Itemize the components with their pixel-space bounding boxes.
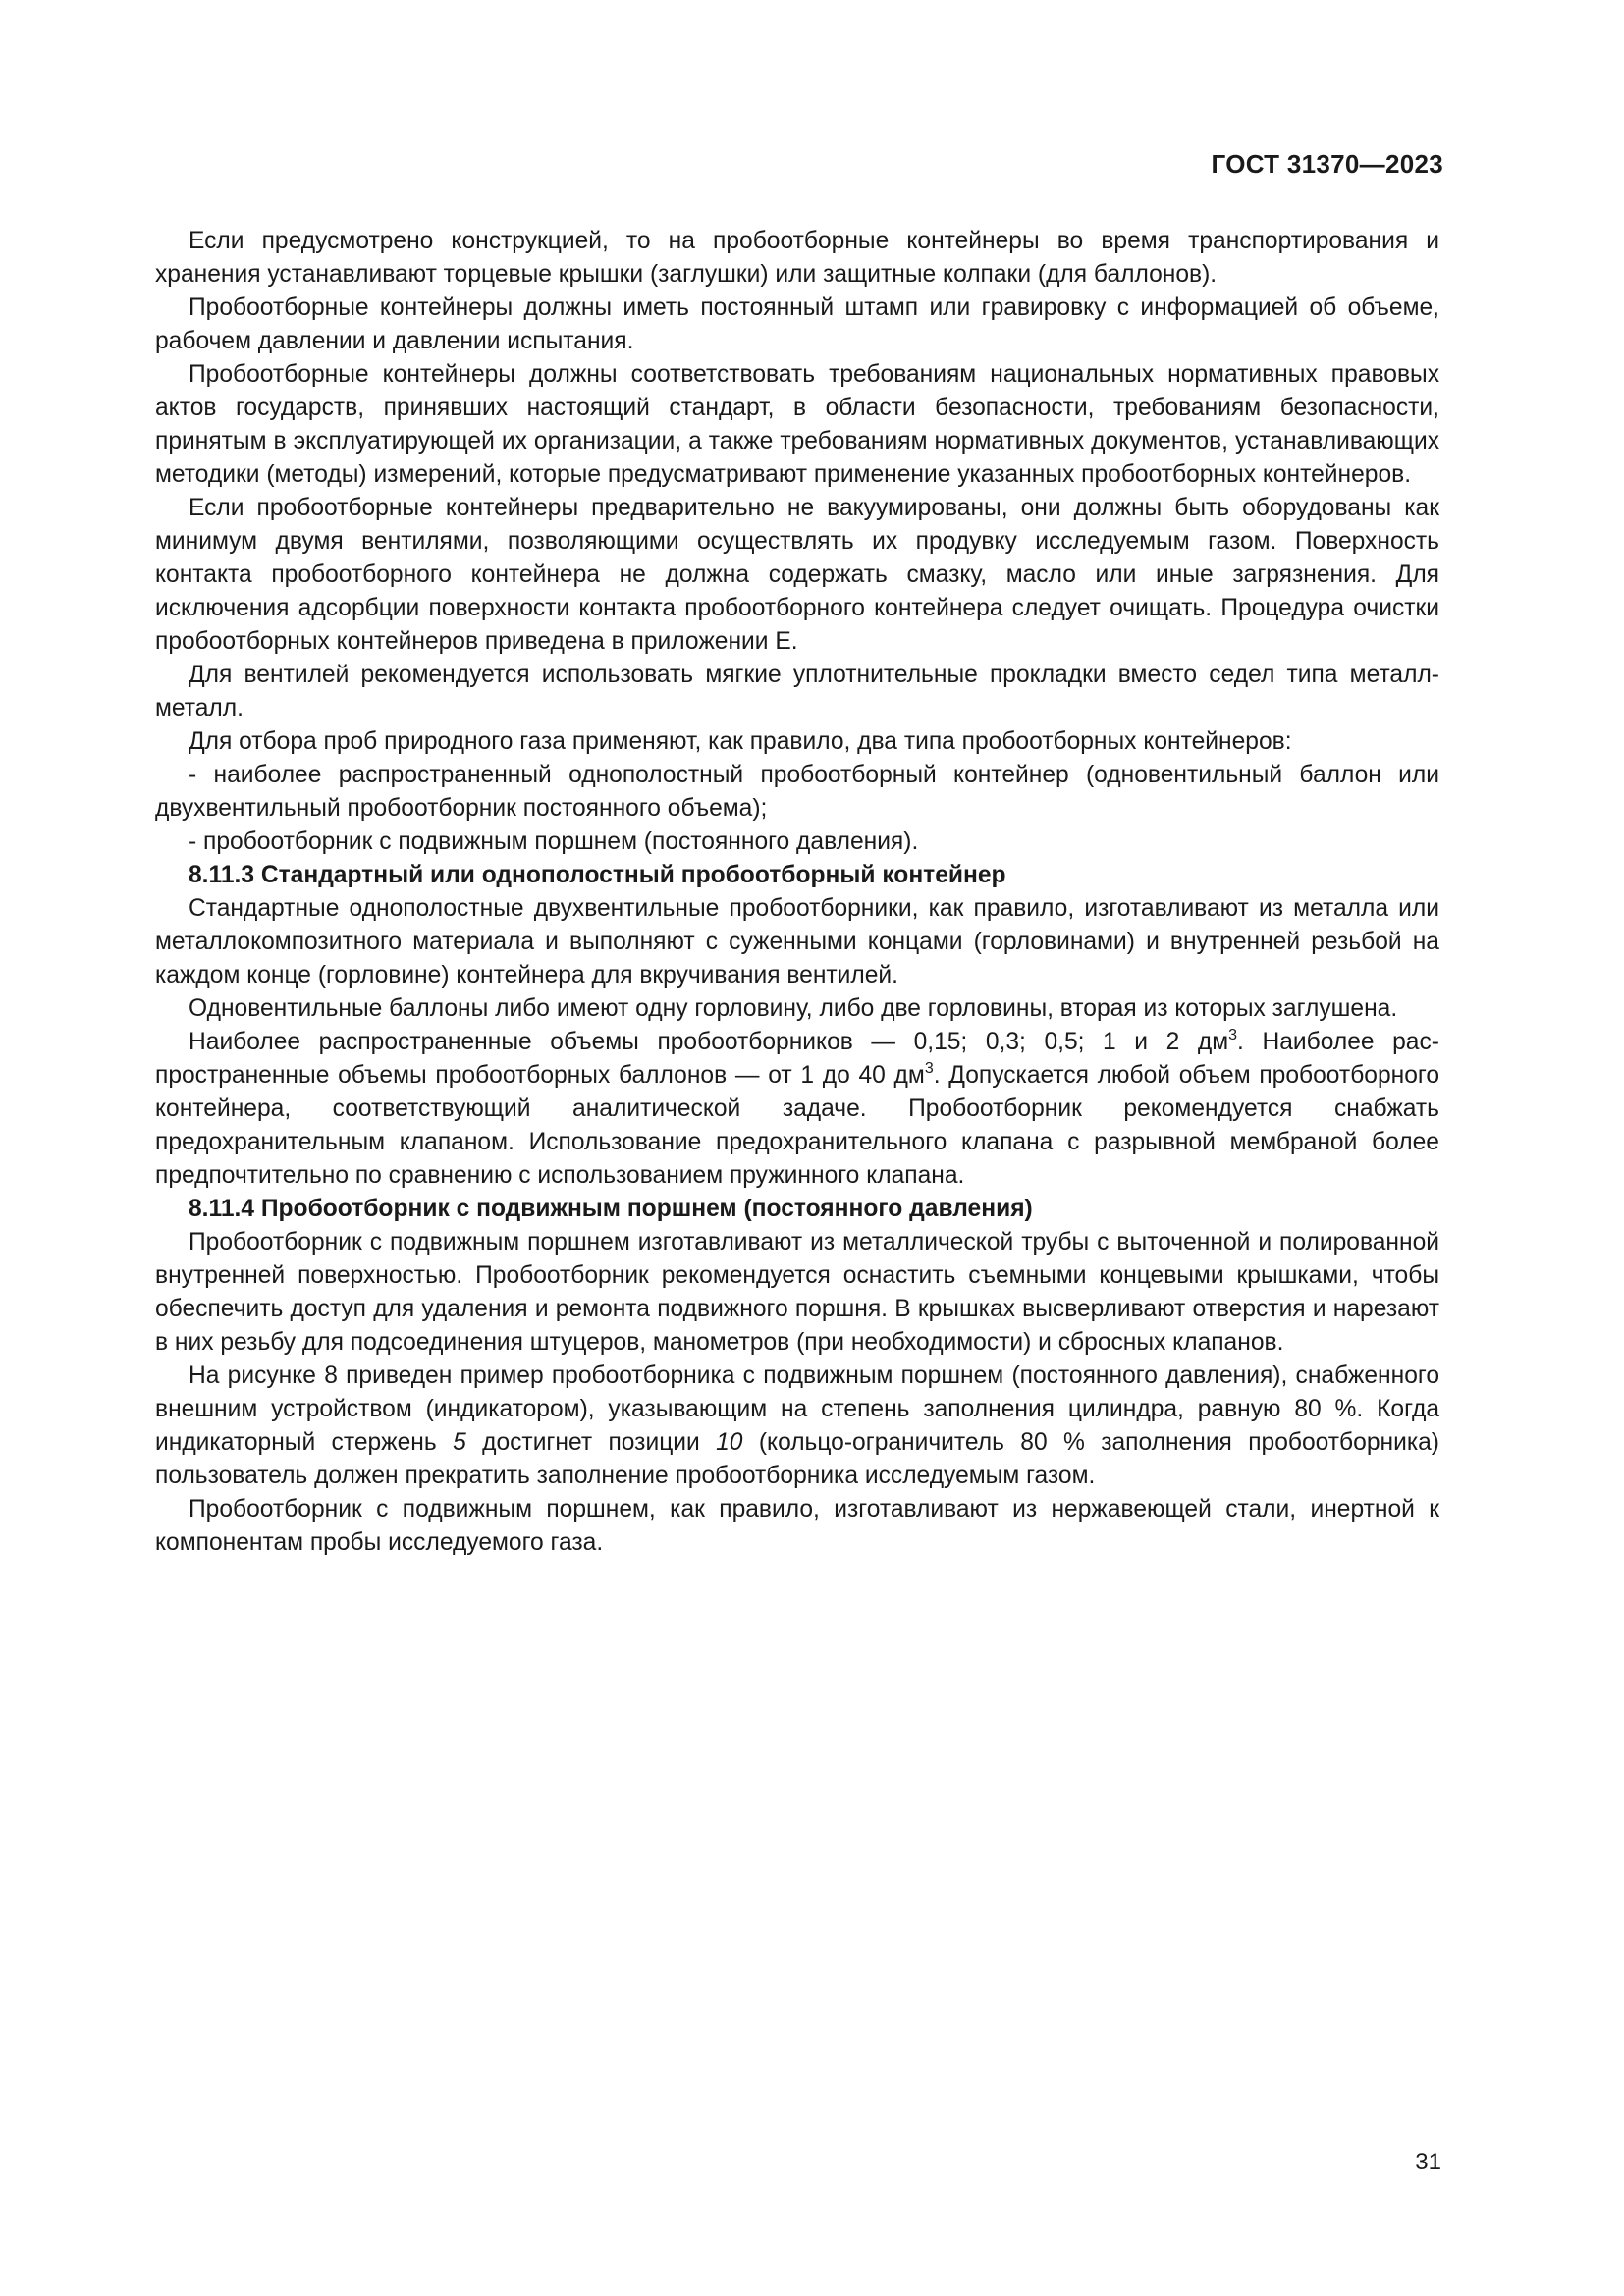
volumes-text-3: . Допускается любой объем пробоотборного контейнера, соответствующий аналитической задаче. Пробоотборник рекомендуется снабжать предохранительным клапаном. Использование предохранительного клапана с разрывной мембраной более предпочтительно по сравнению с использованием пружинного клапана. <box>155 1062 1440 1189</box>
italic-ref-10: 10 <box>716 1429 743 1456</box>
paragraph-valves-cleaning: Если пробоотборные контейнеры предварительно не вакуумированы, они должны быть оборудованы как минимум двумя вентилями, позволяющими осуществлять их продувку исследуемым газом. Поверхность контакта пробоотборного контейнера не должна содержать смазку, масло или иные загрязнения. Для исключения адсорбции поверхности контакта пробоотборного контейнера следует очищать. Процедура очистки пробоотборных контейнеров приведена в приложении Е. <box>155 495 1439 655</box>
paragraph-volumes <box>155 1026 1439 1193</box>
body-text <box>155 225 1439 1560</box>
section-heading-8-11-4: 8.11.4 Пробоотборник с подвижным поршнем (постоянного давления) <box>189 1196 1033 1222</box>
volumes-text-2: . Наиболее распространенные объемы пробоотборных баллонов — от 1 до 40 дм <box>155 1029 1439 1089</box>
paragraph-container-types: Для отбора проб природного газа применяют, как правило, два типа пробоотборных контейнеров: <box>189 728 1292 755</box>
document-id-header: ГОСТ 31370—2023 <box>1211 149 1443 179</box>
figure-text-2: достигнет позиции <box>465 1429 717 1456</box>
paragraph-end-caps: Если предусмотрено конструкцией, то на пробоотборные контейнеры во время транспортирования и хранения устанавливают торцевые крышки (заглушки) или защитные колпаки (для баллонов). <box>155 228 1439 288</box>
page-number: 31 <box>1415 2149 1441 2175</box>
list-item-piston: - пробоотборник с подвижным поршнем (постоянного давления). <box>189 828 919 855</box>
italic-ref-5: 5 <box>453 1429 466 1456</box>
figure-text-3: (кольцо-ограничитель 80 % заполнения пробоотборника) пользователь должен прекратить заполнение пробоотборника исследуемым газом. <box>155 1429 1439 1489</box>
paragraph-requirements: Пробоотборные контейнеры должны соответствовать требованиям национальных нормативных правовых актов государств, принявших настоящий стандарт, в области безопасности, требованиям безопасности, принятым в эксплуатирующей их организации, а также требованиям нормативных документов, устанавливающих методики (методы) измерений, которые предусматривают применение указанных пробоотборных контейнеров. <box>155 361 1439 488</box>
paragraph-stainless-steel: Пробоотборник с подвижным поршнем, как правило, изготавливают из нержавеющей стали, инертной к компонентам пробы исследуемого газа. <box>155 1496 1439 1556</box>
paragraph-valve-gaskets: Для вентилей рекомендуется использовать мягкие уплотнительные прокладки вместо седел типа металл-металл. <box>155 662 1439 721</box>
paragraph-figure-8 <box>155 1360 1439 1493</box>
superscript-3: 3 <box>1228 1026 1238 1043</box>
paragraph-stamp: Пробоотборные контейнеры должны иметь постоянный штамп или гравировку с информацией об объеме, рабочем давлении и давлении испытания. <box>155 294 1439 354</box>
list-item-single-cavity: - наиболее распространенный однополостный пробоотборный контейнер (одновентильный баллон или двухвентильный пробоотборник постоянного объема); <box>155 762 1439 822</box>
paragraph-single-valve: Одновентильные баллоны либо имеют одну горловину, либо две горловины, вторая из которых заглушена. <box>189 995 1398 1022</box>
superscript-3: 3 <box>924 1059 934 1077</box>
paragraph-piston-construction: Пробоотборник с подвижным поршнем изготавливают из металлической трубы с выточенной и полированной внутренней поверхностью. Пробоотборник рекомендуется оснастить съемными концевыми крышками, чтобы обеспечить доступ для удаления и ремонта подвижного поршня. В крышках высверливают отверстия и нарезают в них резьбу для подсоединения штуцеров, манометров (при необходимости) и сбросных клапанов. <box>155 1229 1439 1356</box>
section-heading-8-11-3: 8.11.3 Стандартный или однополостный пробоотборный контейнер <box>189 862 1006 888</box>
figure-text-1: На рисунке 8 приведен пример пробоотборника с подвижным поршнем (постоянного давления), снабженного внешним устройством (индикатором), указывающим на степень заполнения цилиндра, равную 80 %. Когда индикаторный стержень <box>155 1362 1439 1456</box>
volumes-text-1: Наиболее распространенные объемы пробоотборников — 0,15; 0,3; 0,5; 1 и 2 дм <box>189 1029 1229 1055</box>
paragraph-standard-cylinders: Стандартные однополостные двухвентильные пробоотборники, как правило, изготавливают из металла или металлокомпозитного материала и выполняют с суженными концами (горловинами) и внутренней резьбой на каждом конце (горловине) контейнера для вкручивания вентилей. <box>155 895 1439 988</box>
